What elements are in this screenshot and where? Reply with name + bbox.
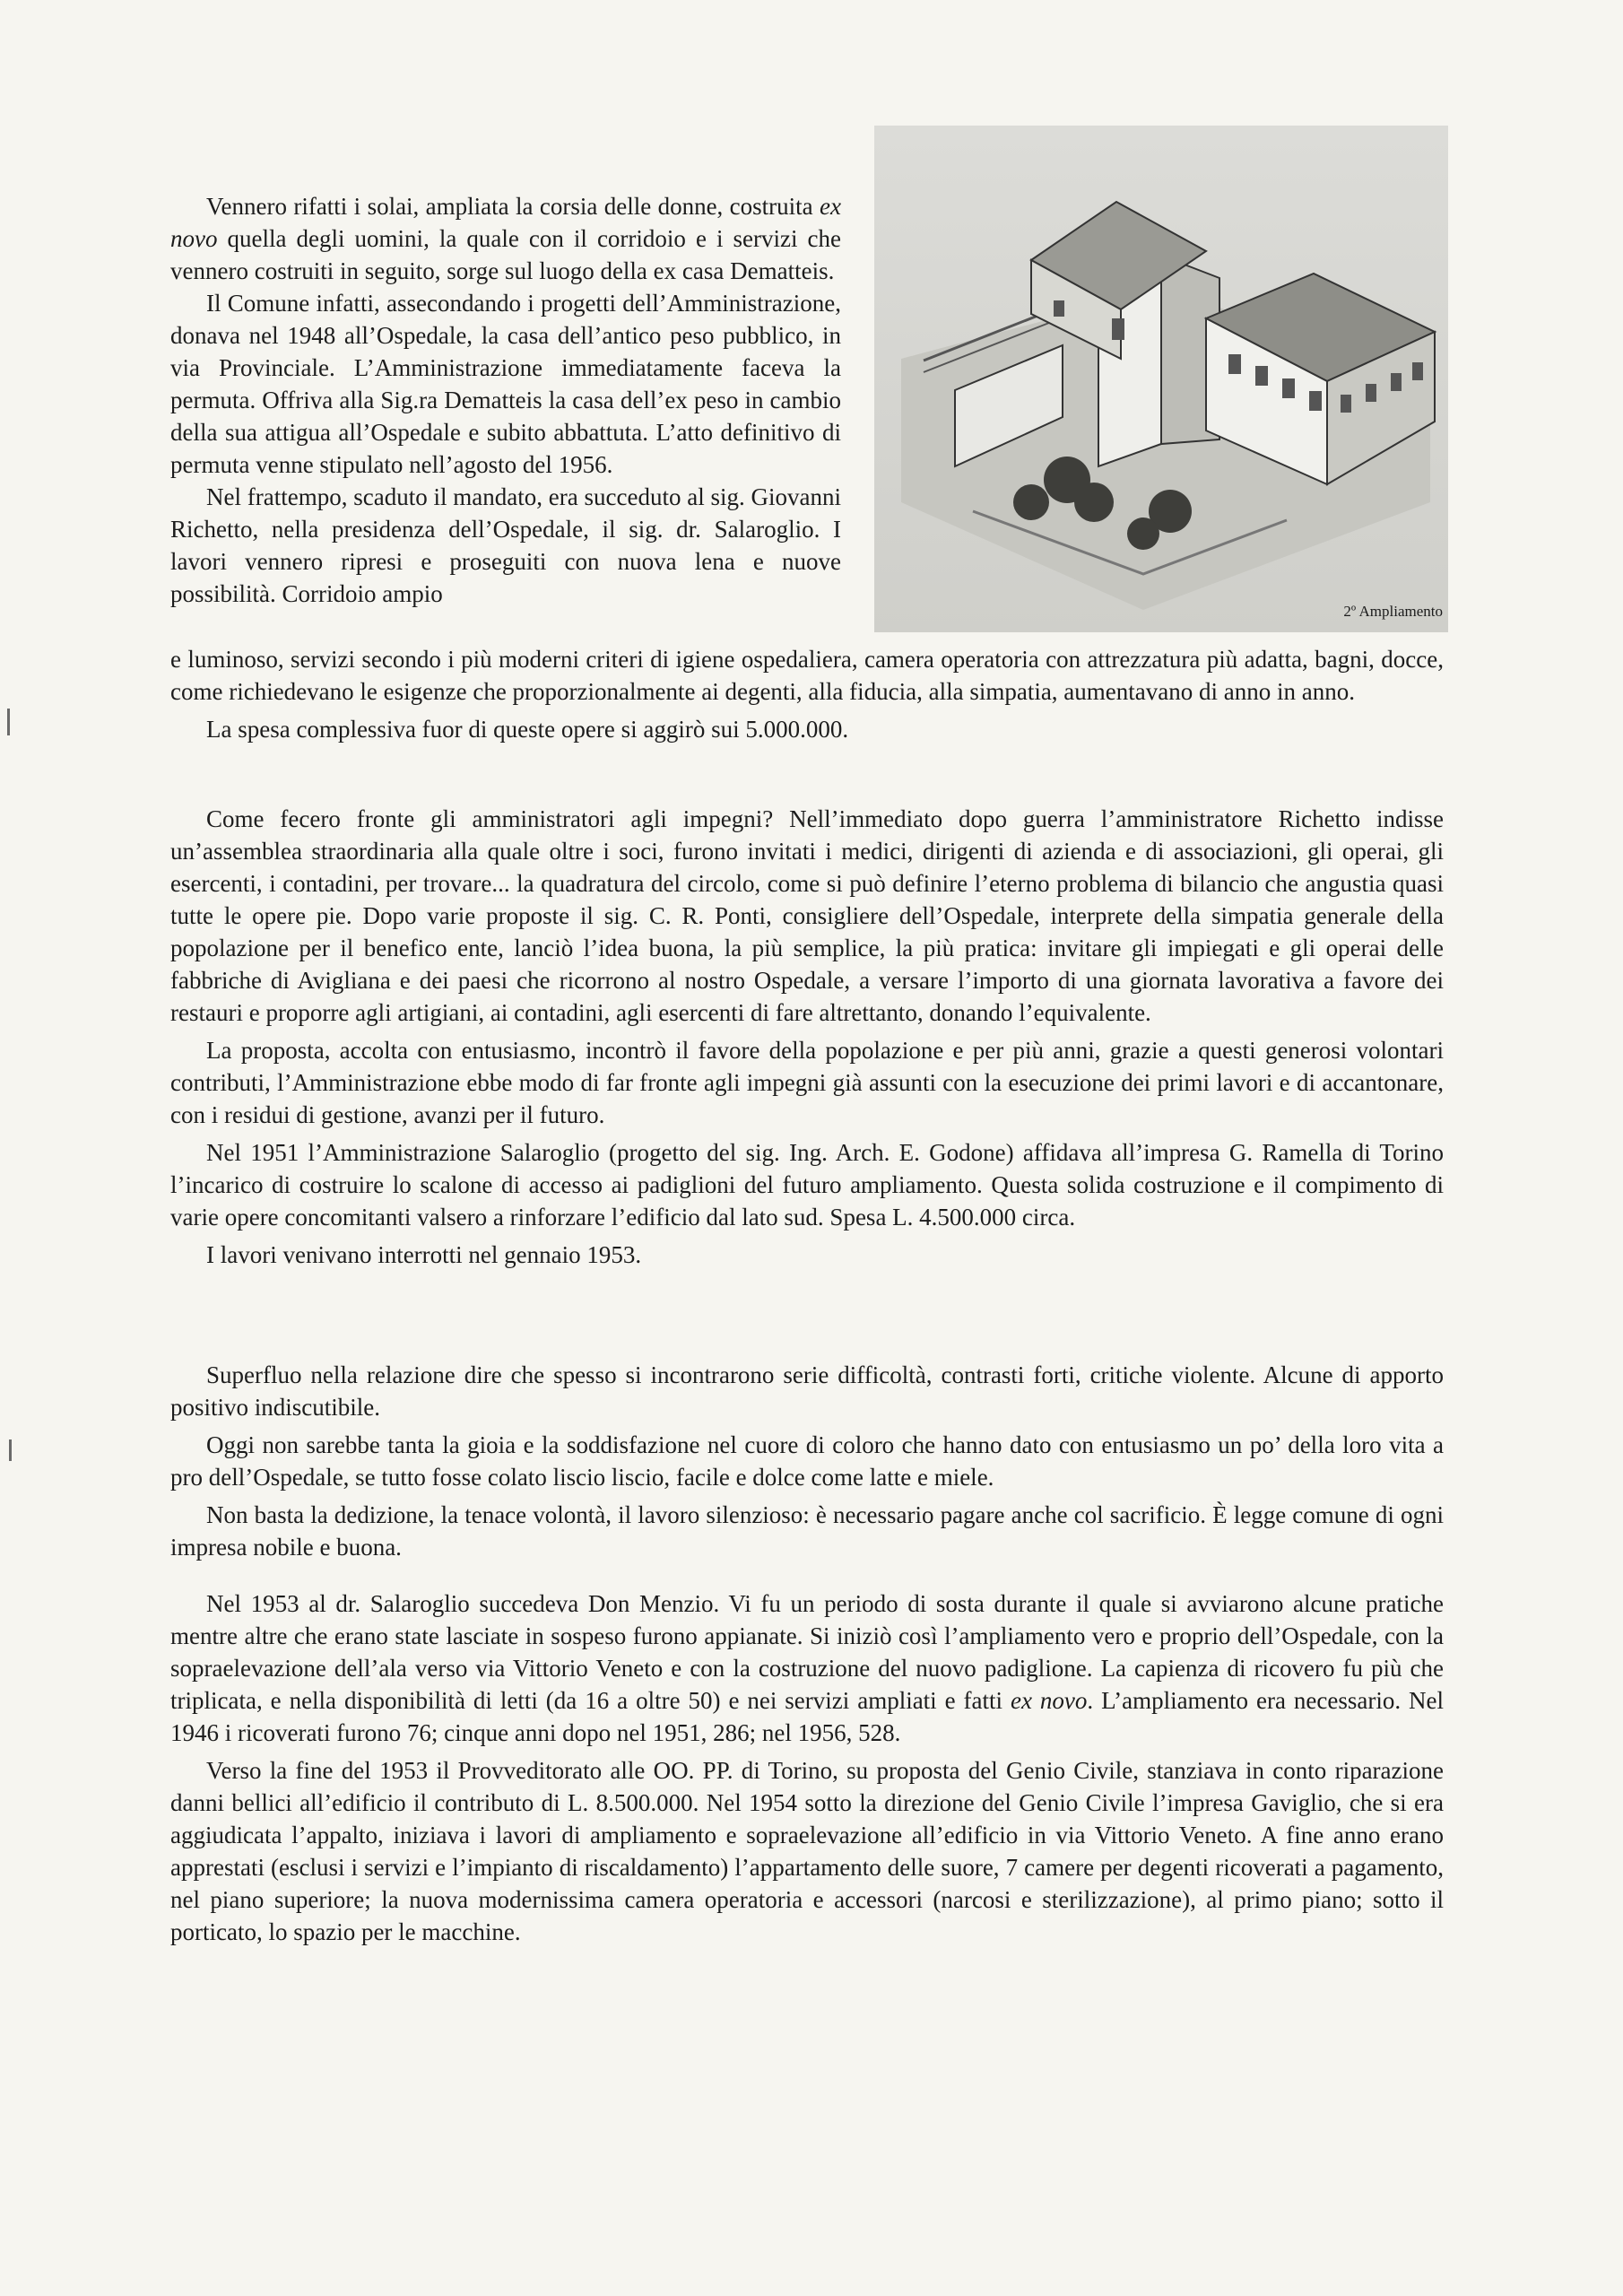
figure-caption: 2º Ampliamento	[1343, 603, 1443, 620]
paragraph: e luminoso, servizi secondo i più moderni criteri di igiene ospedaliera, camera operatoria con attrezzatura più adatta, bagni, docce, come richiedevano le esigenze che proporzionalmente ai degenti, alla fiducia, alla simpatia, aumentavano di anno in anno.	[170, 646, 1444, 705]
scan-mark	[9, 1439, 12, 1461]
paragraph: Nel frattempo, scaduto il mandato, era succeduto al sig. Giovanni Richetto, nella presidenza dell’Ospedale, il sig. dr. Salaroglio. I lavori vennero ripresi e proseguiti con nuova lena e nuove possibilità. Corridoio ampio	[170, 483, 841, 607]
paragraph: Verso la fine del 1953 il Provveditorato alle OO. PP. di Torino, su proposta del Genio Civile, stanziava in conto riparazione danni bellici all’edificio il contributo di L. 8.500.000. Nel 1954 sotto la direzione del Genio Civile l’impresa Gaviglio, che si era aggiudicata l’appalto, iniziava i lavori di ampliamento e sopraelevazione all’edificio in via Vittorio Veneto. A fine anno erano apprestati (esclusi i servizi e l’impianto di riscaldamento) l’appartamento delle suore, 7 camere per degenti ricoverati a pagamento, nel piano superiore; la nuova modernissima camera operatoria e accessori (narcosi e sterilizzazione), al primo piano; sotto il porticato, lo spazio per le macchine.	[170, 1757, 1444, 1945]
paragraph: Superfluo nella relazione dire che spesso si incontrarono serie difficoltà, contrasti forti, critiche violente. Alcune di apporto positivo indiscutibile.	[170, 1361, 1444, 1421]
paragraph: Non basta la dedizione, la tenace volontà, il lavoro silenzioso: è necessario pagare anche col sacrificio. È legge comune di ogni impresa nobile e buona.	[170, 1501, 1444, 1561]
building-sketch-icon	[874, 126, 1448, 632]
paragraph: Oggi non sarebbe tanta la gioia e la soddisfazione nel cuore di coloro che hanno dato con entusiasmo un po’ della loro vita a pro dell’Ospedale, se tutto fosse colato liscio liscio, facile e dolce come latte e miele.	[170, 1431, 1444, 1491]
paragraph: Nel 1951 l’Amministrazione Salaroglio (progetto del sig. Ing. Arch. E. Godone) affidava all’impresa G. Ramella di Torino l’incarico di costruire lo scalone di accesso ai padiglioni del futuro ampliamento. Questa solida costruzione e il compimento di varie opere concomitanti valsero a rinforzare l’edificio dal lato sud. Spesa L. 4.500.000 circa.	[170, 1139, 1444, 1231]
section-expansion	[170, 1587, 1444, 1948]
scan-mark	[7, 709, 10, 735]
paragraph: Nel 1953 al dr. Salaroglio succedeva Don Menzio. Vi fu un periodo di sosta durante il quale si avviarono alcune pratiche mentre altre che erano state lasciate in sospeso furono appianate. Si iniziò così l’ampliamento vero e proprio dell’Ospedale, con la sopraelevazione dell’ala verso via Vittorio Veneto e con la costruzione del nuovo padiglione. La capienza di ricovero fu più che triplicata, e nella disponibilità di letti (da 16 a oltre 50) e nei servizi ampliati e fatti ex novo. L’ampliamento era necessario. Nel 1946 i ricoverati furono 76; cinque anni dopo nel 1951, 286; nel 1956, 528.	[170, 1590, 1445, 1746]
paragraph: Il Comune infatti, assecondando i progetti dell’Amministrazione, donava nel 1948 all’Ospedale, la casa dell’antico peso pubblico, in via Provinciale. L’Amministrazione immediatamente faceva la permuta. Offriva alla Sig.ra Dematteis la casa dell’ex peso in cambio della sua attigua all’Ospedale e subito abbattuta. L’atto definitivo di permuta venne stipulato nell’agosto del 1956.	[170, 290, 841, 478]
hospital-illustration	[874, 126, 1448, 632]
paragraph: La proposta, accolta con entusiasmo, incontrò il favore della popolazione e per più anni, grazie a questi generosi volontari contributi, l’Amministrazione ebbe modo di far fronte agli impegni già assunti con la esecuzione dei primi lavori e di accantonare, con i residui di gestione, avanzi per il futuro.	[170, 1037, 1444, 1128]
paragraph: Come fecero fronte gli amministratori agli impegni? Nell’immediato dopo guerra l’amministratore Richetto indisse un’assemblea straordinaria alla quale oltre i soci, furono invitati i medici, dirigenti di azienda e di associazioni, gli operai, gli esercenti, i contadini, per trovare... la quadratura del circolo, come si può definire l’eterno problema di bilancio che angustia quasi tutte le opere pie. Dopo varie proposte il sig. C. R. Ponti, consigliere dell’Ospedale, interprete della simpatia generale della popolazione per il benefico ente, lanciò l’idea buona, la più semplice, la più pratica: invitare gli impiegati e gli operai delle fabbriche di Avigliana e dei paesi che ricorrono al nostro Ospedale, a versare l’importo di una giornata lavorativa a favore dei restauri e proporre agli artigiani, ai contadini, agli esercenti di fare altrettanto, donando l’equivalente.	[170, 805, 1444, 1026]
paragraph: La spesa complessiva fuor di queste opere si aggirò sui 5.000.000.	[206, 716, 849, 743]
section-difficulties	[170, 1359, 1444, 1563]
section-funding	[170, 803, 1444, 1271]
continuation-block	[170, 643, 1444, 745]
paragraph: Vennero rifatti i solai, ampliata la corsia delle donne, costruita ex novo quella degli uomini, la quale con il corridoio e i servizi che vennero costruiti in seguito, sorge sul luogo della ex casa Dematteis.	[170, 193, 841, 284]
paragraph: I lavori venivano interrotti nel gennaio 1953.	[206, 1241, 642, 1268]
intro-column	[170, 190, 841, 610]
